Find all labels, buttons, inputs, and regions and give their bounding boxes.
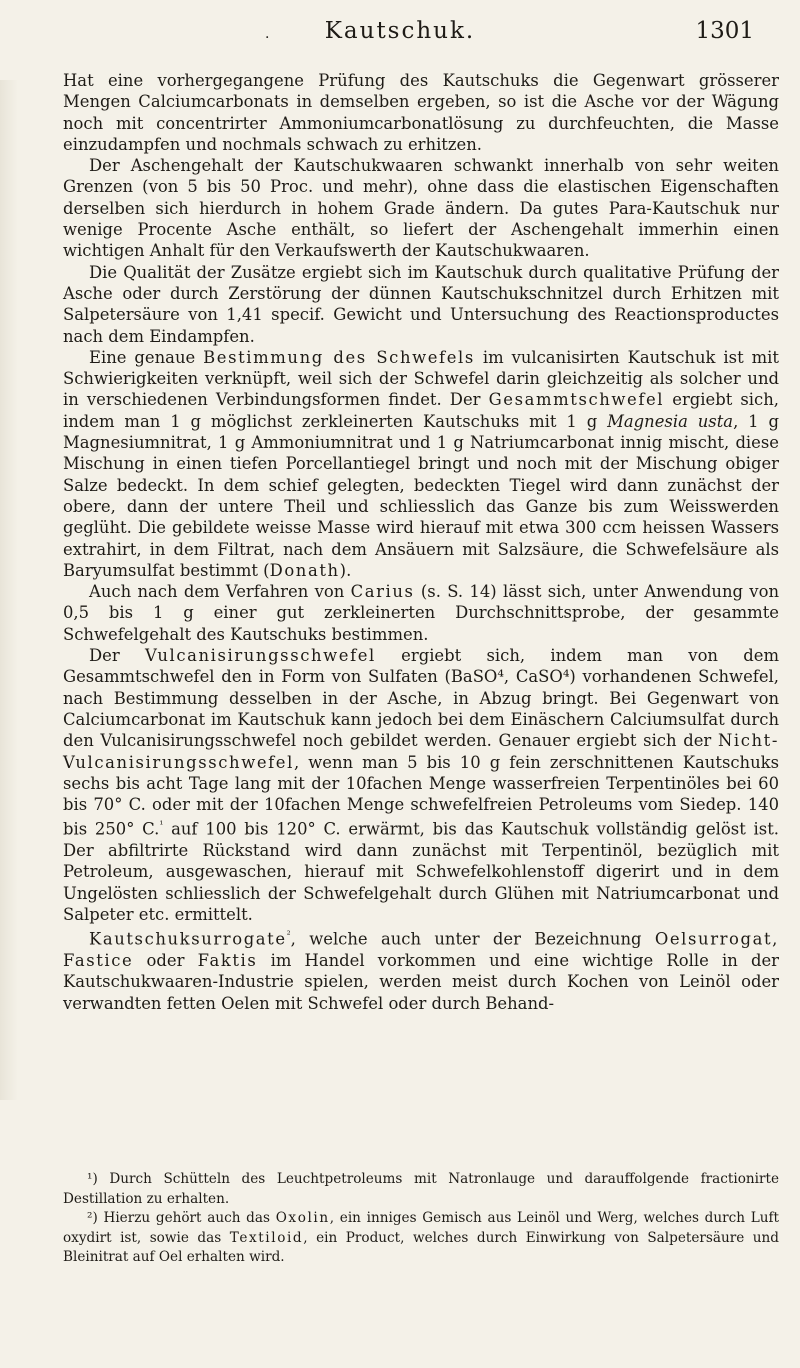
body-text [63, 70, 779, 1014]
author-donath: Donath [269, 560, 340, 580]
paragraph-additive-quality: Die Qualität der Zusätze ergiebt sich im Kautschuk durch qualitative Prüfung der Asche oder durch Zerstörung der dünnen Kautschukschnitzel durch Erhitzen mit Salpetersäure von 1,41 specif. Gewicht und Untersuchung des Reactionsproductes nach dem Eindampfen. [63, 262, 779, 346]
paragraph-ash-carbonate: Hat eine vorhergegangene Prüfung des Kautschuks die Gegenwart grösserer Mengen Calciumcarbonats in demselben ergeben, so ist die Asche vor der Wägung noch mit concentrirter Ammoniumcarbonatlösung zu durchfeuchten, die Masse einzudampfen und nochmals schwach zu erhitzen. [63, 71, 779, 154]
running-title: Kautschuk. [324, 18, 476, 44]
term-oxolin: Oxolin [275, 1210, 330, 1226]
term-total-sulfur: Gesammtschwefel [488, 390, 665, 410]
header-dot: · [265, 30, 270, 46]
footnote-2: ²) Hierzu gehört auch das Oxolin, ein inniges Gemisch aus Leinöl und Werg, welches durch Luft oxydirt ist, sowie das Textiloid, ein Product, welches durch Einwirkung von Salpetersäure und Bleinitrat auf Oel erhalten wird. [63, 1210, 779, 1265]
term-magnesia-usta: Magnesia usta [607, 411, 734, 431]
page-number: 1301 [695, 18, 754, 44]
paragraph-carius-method: Auch nach dem Verfahren von Carius (s. S. 14) lässt sich, unter Anwendung von 0,5 bis 1 g einer gut zerkleinerten Durchschnittsprobe, der gesammte Schwefelgehalt des Kautschuks bestimmen. [63, 582, 779, 644]
term-sulfur-determination: Bestimmung des Schwefels [203, 347, 475, 367]
footnote-2-marker: ²) [87, 1210, 98, 1226]
footnote-1-marker: ¹) [87, 1171, 98, 1187]
footnote-1: ¹) Durch Schütteln des Leuchtpetroleums mit Natronlauge und darauffolgende fractionirte Destillation zu erhalten. [63, 1171, 779, 1207]
author-carius: Carius [350, 582, 415, 602]
paragraph-rubber-surrogates: Kautschuksurrogate$^{^2}$, welche auch unter der Bezeichnung Oelsurrogat, Fastice oder Faktis im Handel vorkommen und eine wichtige Rolle in der Kautschukwaaren-Industrie spielen, werden meist durch Kochen von Leinöl oder verwandten fetten Oelen mit Schwefel oder durch Behand- [63, 929, 779, 1013]
footnotes [63, 1170, 779, 1268]
term-vulcanisation-sulfur: Vulcanisirungsschwefel [144, 646, 376, 666]
footnote-ref-2: ² [286, 930, 291, 942]
running-head [0, 18, 800, 58]
footnote-ref-1: ¹ [159, 820, 164, 832]
term-non-vulcanisation-sulfur: Nicht-Vulcanisirungsschwefel [63, 731, 779, 772]
term-rubber-surrogates: Kautschuksurrogate [89, 929, 287, 949]
paragraph-ash-content: Der Aschengehalt der Kautschukwaaren schwankt innerhalb von sehr weiten Grenzen (von 5 bis 50 Proc. und mehr), ohne dass die elastischen Eigenschaften derselben sich hierdurch in hohem Grade ändern. Da gutes Para-Kautschuk nur wenige Procente Asche enthält, so liefert der Aschengehalt immerhin einen wichtigen Anhalt für den Verkaufswerth der Kautschukwaaren. [63, 156, 779, 261]
term-textiloid: Textiloid [229, 1229, 304, 1246]
term-oelsurrogat-fastice: Oelsurrogat, Fastice [63, 929, 779, 971]
page-gutter-shadow [0, 80, 18, 1100]
paragraph-sulfur-determination: Eine genaue Bestimmung des Schwefels im vulcanisirten Kautschuk ist mit Schwierigkeiten verknüpft, weil sich der Schwefel darin gleichzeitig als solcher und in verschiedenen Verbindungsformen findet. Der Gesammtschwefel ergiebt sich, indem man 1 g möglichst zerkleinerten Kautschuks mit 1 g Magnesia usta, 1 g Magnesiumnitrat, 1 g Ammoniumnitrat und 1 g Natriumcarbonat innig mischt, diese Mischung in einen tiefen Porcellantiegel bringt und noch mit der Mischung obiger Salze bedeckt. In dem schief gelegten, bedeckten Tiegel wird dann zunächst der obere, dann der untere Theil und schliesslich das Ganze bis zum Weisswerden geglüht. Die gebildete weisse Masse wird hierauf mit etwa 300 ccm heissen Wassers extrahirt, in dem Filtrat, nach dem Ansäuern mit Salzsäure, die Schwefelsäure als Baryumsulfat bestimmt (Donath). [63, 347, 779, 580]
paragraph-vulcanisation-sulfur: Der Vulcanisirungsschwefel ergiebt sich, indem man von dem Gesammtschwefel den in Form von Sulfaten (BaSO⁴, CaSO⁴) vorhandenen Schwefel, nach Bestimmung desselben in der Asche, in Abzug bringt. Bei Gegenwart von Calciumcarbonat im Kautschuk kann jedoch bei dem Einäschern Calciumsulfat durch den Vulcanisirungsschwefel noch gebildet werden. Genauer ergiebt sich der Nicht-Vulcanisirungsschwefel, wenn man 5 bis 10 g fein zerschnittenen Kautschuks sechs bis acht Tage lang mit der 10fachen Menge wasserfreien Terpentinöles bei 60 bis 70° C. oder mit der 10fachen Menge schwefelfreien Petroleums vom Siedep. 140 bis 250° C.$^{^1}$ auf 100 bis 120° C. erwärmt, bis das Kautschuk vollständig gelöst ist. Der abfiltrirte Rückstand wird dann zunächst mit Terpentinöl, bezüglich mit Petroleum, ausgewaschen, hierauf mit Schwefelkohlenstoff digerirt und in dem Ungelösten schliesslich der Schwefelgehalt durch Glühen mit Natriumcarbonat und Salpeter etc. ermittelt. [63, 646, 779, 925]
term-faktis: Faktis [197, 951, 258, 971]
